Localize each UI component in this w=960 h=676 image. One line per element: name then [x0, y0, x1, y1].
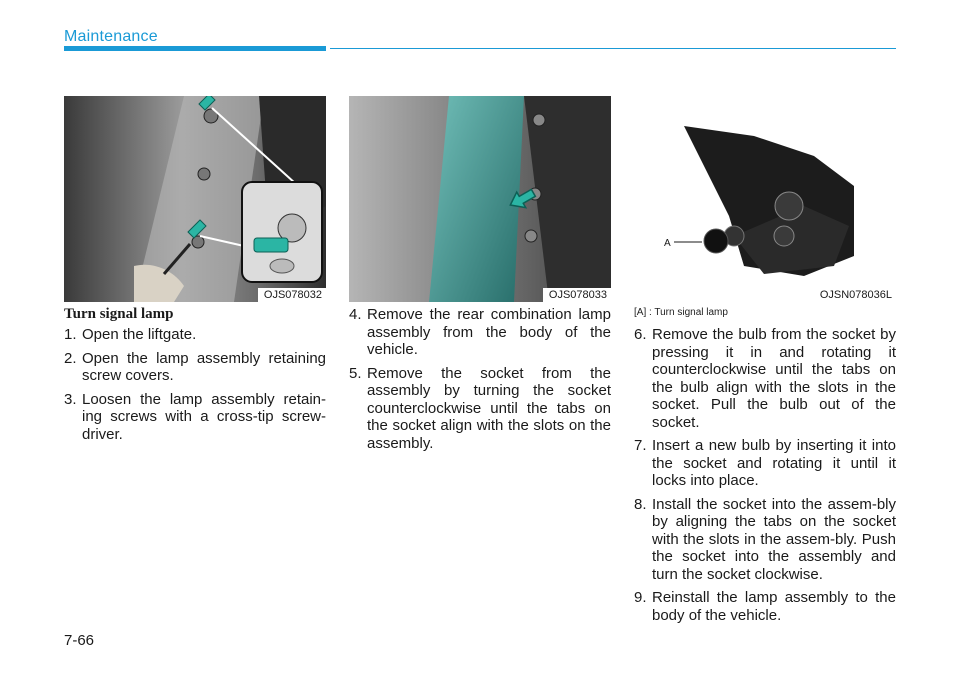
step-number: 6. [634, 326, 647, 343]
steps-column-3 [634, 326, 896, 630]
step-text: Remove the bulb from the socket by pressing it in and rotating it counterclockwise until the tabs on the bulb align with the slots in the socket. Pull the bulb out of the socket. [652, 326, 896, 431]
step-item [64, 326, 326, 344]
page-number: 7-66 [64, 632, 95, 649]
header-rule-thin [330, 48, 896, 49]
figure-liftgate-screws [64, 96, 326, 302]
step-number: 7. [634, 437, 647, 454]
procedure-heading: Turn signal lamp [64, 306, 174, 322]
lamp-removal-illustration [349, 96, 611, 302]
figure-lamp-socket [634, 96, 896, 302]
steps-column-2 [349, 306, 611, 458]
step-text: Insert a new bulb by inserting it into the socket and rotating it until it locks into place. [652, 437, 896, 489]
figure-code: OJS078033 [543, 288, 611, 302]
step-number: 9. [634, 589, 647, 606]
steps-column-1 [64, 326, 326, 449]
step-item [634, 437, 896, 490]
figure-caption: [A] : Turn signal lamp [634, 307, 728, 318]
header-rule-thick [64, 46, 326, 51]
step-item [64, 350, 326, 385]
step-item [634, 589, 896, 624]
step-number: 2. [64, 349, 77, 367]
step-text: Reinstall the lamp assembly to the body of the vehicle. [652, 589, 896, 624]
step-text: Open the liftgate. [82, 326, 197, 343]
step-number: 5. [349, 364, 362, 382]
step-text: Open the lamp assembly retaining screw covers. [82, 349, 326, 384]
step-item [349, 365, 611, 453]
section-title: Maintenance [64, 28, 158, 45]
step-number: 1. [64, 326, 77, 343]
step-number: 4. [349, 306, 362, 323]
figure-code: OJS078032 [258, 288, 326, 302]
step-text: Remove the rear combination lamp assembly from the body of the vehicle. [367, 306, 611, 358]
figure-lamp-removal [349, 96, 611, 302]
callout-label: A [664, 238, 671, 249]
step-text: Install the socket into the assem-bly by aligning the tabs on the socket with the slots in the assem-bly. Push the socket into the assembly and turn the socket clockwise. [652, 495, 896, 583]
figure-code: OJSN078036L [814, 288, 896, 302]
step-item [64, 391, 326, 444]
step-text: Remove the socket from the assembly by turning the socket counterclockwise until the tabs on the socket align with the slots on the assembly. [367, 364, 611, 452]
lamp-socket-illustration [634, 96, 896, 302]
step-item [634, 496, 896, 584]
step-number: 8. [634, 495, 647, 513]
step-number: 3. [64, 390, 77, 408]
step-item [634, 326, 896, 431]
step-text: Loosen the lamp assembly retain-ing screws with a cross-tip screw-driver. [82, 390, 326, 443]
liftgate-illustration [64, 96, 326, 302]
step-item [349, 306, 611, 359]
